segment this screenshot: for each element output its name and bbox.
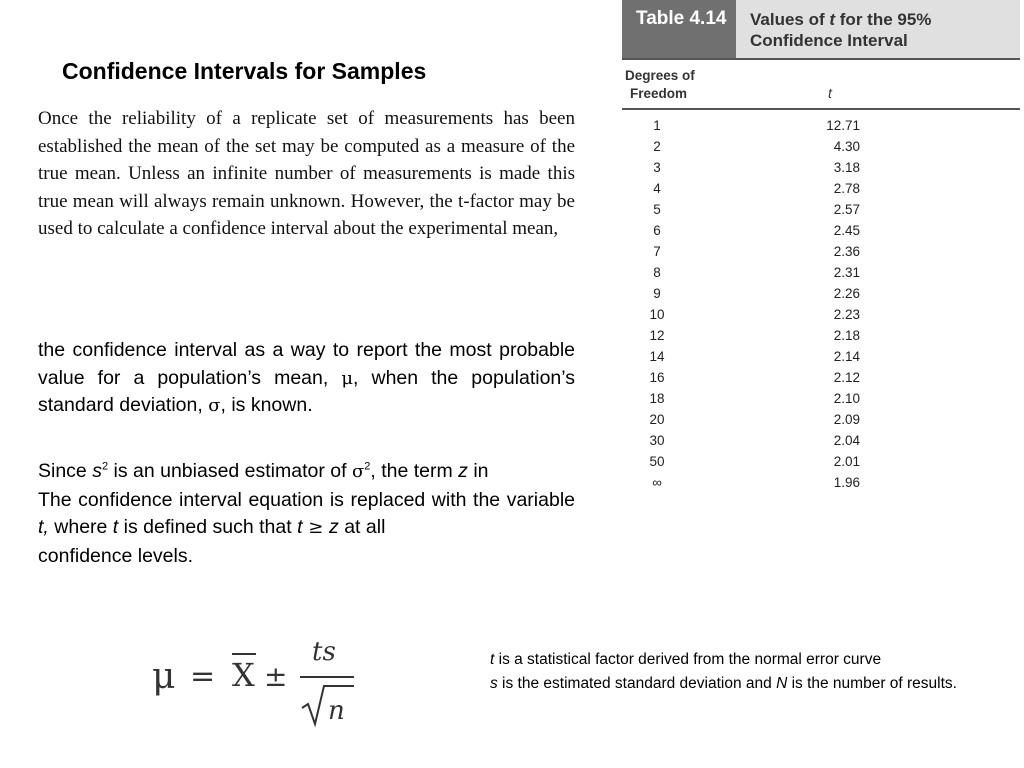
df-cell: 3 [653,160,661,175]
table-row [622,200,1020,221]
mu-symbol: μ [341,367,354,389]
table-row [622,347,1020,368]
df-cell: 18 [649,391,665,406]
df-cell: 6 [653,223,661,238]
text-in: in [467,460,489,482]
formula-mu: μ [152,656,176,697]
table-caption [736,0,1020,58]
t-value-cell: 2.14 [833,349,860,364]
sigma-symbol: σ [351,461,365,482]
formula-equals: = [190,659,216,694]
para2-text-3: , is known. [220,394,313,416]
df-cell: 8 [653,265,661,280]
df-cell: 50 [649,454,665,469]
note-t [490,648,990,672]
var-t2: t [112,516,119,538]
text-atall: at all [338,516,386,538]
table-top-rule [622,58,1020,60]
var-s: s [92,460,102,482]
var-z: z [458,460,468,482]
t-value-cell: 2.04 [833,433,860,448]
t-value-cell: 2.36 [833,244,860,259]
df-cell: 1 [653,118,661,133]
df-cell: 14 [649,349,665,364]
table-row [622,284,1020,305]
t-value-cell: 12.71 [826,118,860,133]
caption-line2: Confidence Interval [750,31,908,50]
df-cell: 12 [649,328,665,343]
t-value-cell: 4.30 [833,139,860,154]
var-t: t, [38,516,49,538]
df-cell: 7 [653,244,661,259]
table-row [622,431,1020,452]
col-h1-line2: Freedom [630,86,688,101]
table-row [622,473,1020,494]
para3-line2 [38,487,575,541]
confidence-interval-formula [152,632,362,732]
table-row [622,137,1020,158]
table-label: Table 4.14 [622,0,736,58]
table-body [622,116,1020,494]
df-cell: 5 [653,202,661,217]
table-row [622,179,1020,200]
text-term: , the term [370,460,459,482]
para3-line3: confidence levels. [38,545,194,567]
table-row [622,116,1020,137]
t-value-cell: 2.57 [833,202,860,217]
text-where: where [48,516,113,538]
df-cell: 10 [649,307,665,322]
note-var-n: N [776,674,788,692]
t-value-cell: 2.45 [833,223,860,238]
df-cell: 2 [653,139,661,154]
df-cell: 4 [653,181,661,196]
exp-2: 2 [101,460,109,473]
para2-text-1: the confidence interval as a way to report the most probable value for a population’s mean, [38,339,575,389]
t-value-cell: 2.12 [833,370,860,385]
formula-plus-minus: ± [264,660,288,693]
t-value-cell: 2.18 [833,328,860,343]
caption-t: t [829,10,836,29]
table-row [622,263,1020,284]
text-replaced: The confidence interval equation is replaced with the variable [38,489,575,511]
formula-svg [152,632,362,732]
df-cell: 9 [653,286,661,301]
df-cell: 16 [649,370,665,385]
t-value-cell: 2.10 [833,391,860,406]
table-row [622,326,1020,347]
note-var-s: s [490,674,498,692]
t-value-cell: 2.01 [833,454,860,469]
t-value-cell: 1.96 [833,475,860,490]
column-header-t: t [828,85,832,101]
para3-line1 [38,456,575,487]
t-value-cell: 3.18 [833,160,860,175]
note-t-text: is a statistical factor derived from the normal error curve [494,651,882,668]
formula-denominator: n [328,696,345,726]
table-row [622,389,1020,410]
var-z2: z [329,516,339,538]
text-estimator: is an unbiased estimator of [108,460,352,482]
formula-numerator: ts [312,637,336,667]
caption-pre: Values of [750,10,830,29]
t-value-cell: 2.23 [833,307,860,322]
table-row [622,305,1020,326]
exp-2b: 2 [364,460,371,473]
estimator-paragraph [38,456,575,572]
slide-title: Confidence Intervals for Samples [62,58,427,84]
caption-line1 [750,9,1020,30]
para2-text-2: , when the population’s standard deviation, [38,366,576,416]
var-t3: t [297,516,303,538]
note-var-t: t [490,651,495,668]
table-row [622,452,1020,473]
table-row [622,158,1020,179]
variable-notes [490,648,990,695]
t-value-cell: 2.31 [833,265,860,280]
table-row [622,410,1020,431]
note-s-text: is the estimated standard deviation and [497,674,777,692]
ge-symbol: ≥ [302,517,330,538]
confidence-interval-paragraph [38,337,575,420]
note-n-text: is the number of results. [787,674,957,692]
df-cell: 20 [649,412,665,427]
table-header-rule [622,108,1020,110]
col-h1-line1: Degrees of [625,68,695,83]
table-row [622,221,1020,242]
formula-xbar: X [232,656,255,694]
note-s [490,672,990,696]
table-row [622,242,1020,263]
sigma-symbol: σ [208,395,221,416]
text-defined: is defined such that [118,516,298,538]
column-header-df [625,67,695,103]
table-row [622,368,1020,389]
t-value-cell: 2.26 [833,286,860,301]
t-value-cell: 2.78 [833,181,860,196]
caption-post: for the 95% [835,10,932,29]
df-cell: ∞ [652,475,662,490]
text-since: Since [38,460,93,482]
t-value-cell: 2.09 [833,412,860,427]
intro-paragraph: Once the reliability of a replicate set of measurements has been established the mean of the set may be computed as a measure of the true mean. Unless an infinite number of measurements is made this true mean will always remain unknown. However, the t-factor may be used to calculate a confidence interval about the experimental mean, [38,108,575,239]
df-cell: 30 [649,433,665,448]
